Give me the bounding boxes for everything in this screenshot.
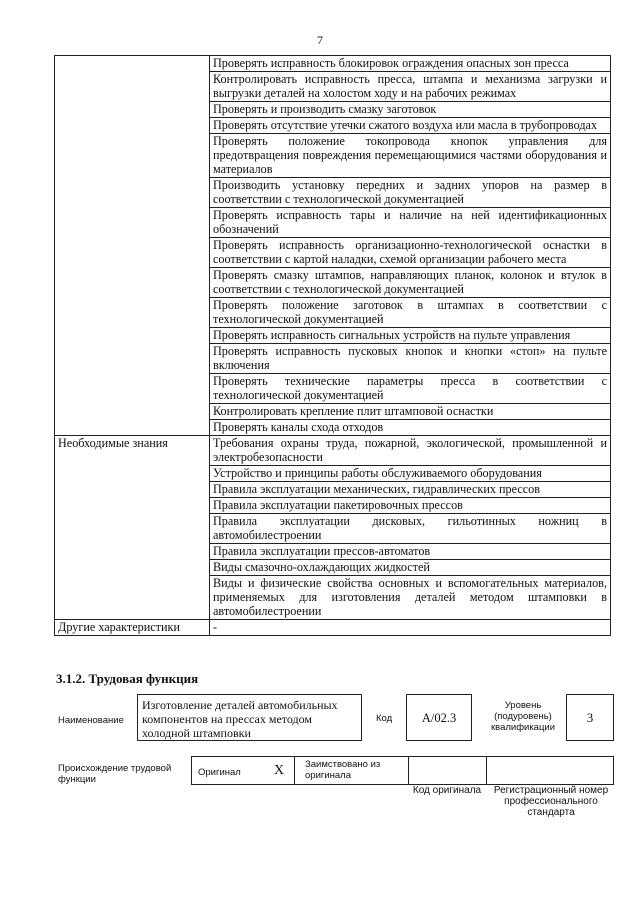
row-value-cell: - xyxy=(210,620,611,636)
level-value: 3 xyxy=(586,710,594,725)
labor-actions-table xyxy=(54,55,611,636)
level-box xyxy=(566,694,614,741)
row-label-cell: Другие характеристики xyxy=(55,620,210,636)
row-value-cell: Проверять каналы схода отходов xyxy=(210,420,611,436)
borrowed-label: Заимствовано из оригинала xyxy=(305,759,381,781)
knowledge-row xyxy=(55,436,611,466)
reg-number-cell xyxy=(487,756,614,785)
section-title: 3.1.2. Трудовая функция xyxy=(56,671,199,686)
row-value-cell: Правила эксплуатации механических, гидравлических прессов xyxy=(210,482,611,498)
code-box xyxy=(406,694,472,741)
code-original-cell xyxy=(409,756,487,785)
action-row xyxy=(55,56,611,72)
original-cell xyxy=(191,756,294,785)
code-original-label: Код оригинала xyxy=(412,785,482,796)
row-value-cell: Проверять технические параметры пресса в соответствии с технологической документацией xyxy=(210,374,611,404)
level-label: Уровень (подуровень) квалификации xyxy=(490,700,556,733)
row-value-cell: Проверять исправность сигнальных устройств на пульте управления xyxy=(210,328,611,344)
row-value-cell: Контролировать крепление плит штамповой оснастки xyxy=(210,404,611,420)
name-box xyxy=(137,694,362,741)
name-value: Изготовление деталей автомобильных компонентов на прессах методом холодной штамповки xyxy=(142,698,338,740)
row-value-cell: Требования охраны труда, пожарной, экологической, промышленной и электробезопасности xyxy=(210,436,611,466)
row-value-cell: Проверять исправность организационно-технологической оснастки в соответствии с картой наладки, схемой организации рабочего места xyxy=(210,238,611,268)
row-value-cell: Правила эксплуатации пакетировочных прессов xyxy=(210,498,611,514)
row-value-cell: Проверять положение заготовок в штампах в соответствии с технологической документацией xyxy=(210,298,611,328)
original-mark: X xyxy=(274,763,285,778)
row-value-cell: Правила эксплуатации дисковых, гильотинных ножниц в автомобилестроении xyxy=(210,514,611,544)
other-row xyxy=(55,620,611,636)
row-value-cell: Виды и физические свойства основных и вспомогательных материалов, применяемых для изготовления деталей методом штамповки в автомобилестроении xyxy=(210,576,611,620)
row-value-cell: Производить установку передних и задних упоров на размер в соответствии с технологической документацией xyxy=(210,178,611,208)
row-value-cell: Контролировать исправность пресса, штампа и механизма загрузки и выгрузки деталей на холостом ходу и на рабочих режимах xyxy=(210,72,611,102)
row-value-cell: Проверять исправность тары и наличие на ней идентификационных обозначений xyxy=(210,208,611,238)
original-label: Оригинал xyxy=(198,767,241,778)
row-label-cell: Необходимые знания xyxy=(55,436,210,620)
row-value-cell: Проверять смазку штампов, направляющих планок, колонок и втулок в соответствии с технологической документацией xyxy=(210,268,611,298)
code-value: А/02.3 xyxy=(421,711,457,725)
name-label: Наименование xyxy=(58,715,124,726)
reg-number-label: Регистрационный номер профессионального стандарта xyxy=(493,785,609,818)
row-value-cell: Правила эксплуатации прессов-автоматов xyxy=(210,544,611,560)
row-label-cell xyxy=(55,56,210,436)
row-value-cell: Виды смазочно-охлаждающих жидкостей xyxy=(210,560,611,576)
row-value-cell: Проверять исправность блокировок ограждения опасных зон пресса xyxy=(210,56,611,72)
row-value-cell: Проверять и производить смазку заготовок xyxy=(210,102,611,118)
page-number: 7 xyxy=(317,33,323,47)
code-label: Код xyxy=(376,713,393,724)
row-value-cell: Проверять исправность пусковых кнопок и кнопки «стоп» на пульте включения xyxy=(210,344,611,374)
row-value-cell: Устройство и принципы работы обслуживаемого оборудования xyxy=(210,466,611,482)
origin-label: Происхождение трудовой функции xyxy=(58,763,172,785)
row-value-cell: Проверять положение токопровода кнопок управления для предотвращения повреждения перемещающимися частями оборудования и материалов xyxy=(210,134,611,178)
row-value-cell: Проверять отсутствие утечки сжатого воздуха или масла в трубопроводах xyxy=(210,118,611,134)
borrowed-cell xyxy=(294,756,409,785)
